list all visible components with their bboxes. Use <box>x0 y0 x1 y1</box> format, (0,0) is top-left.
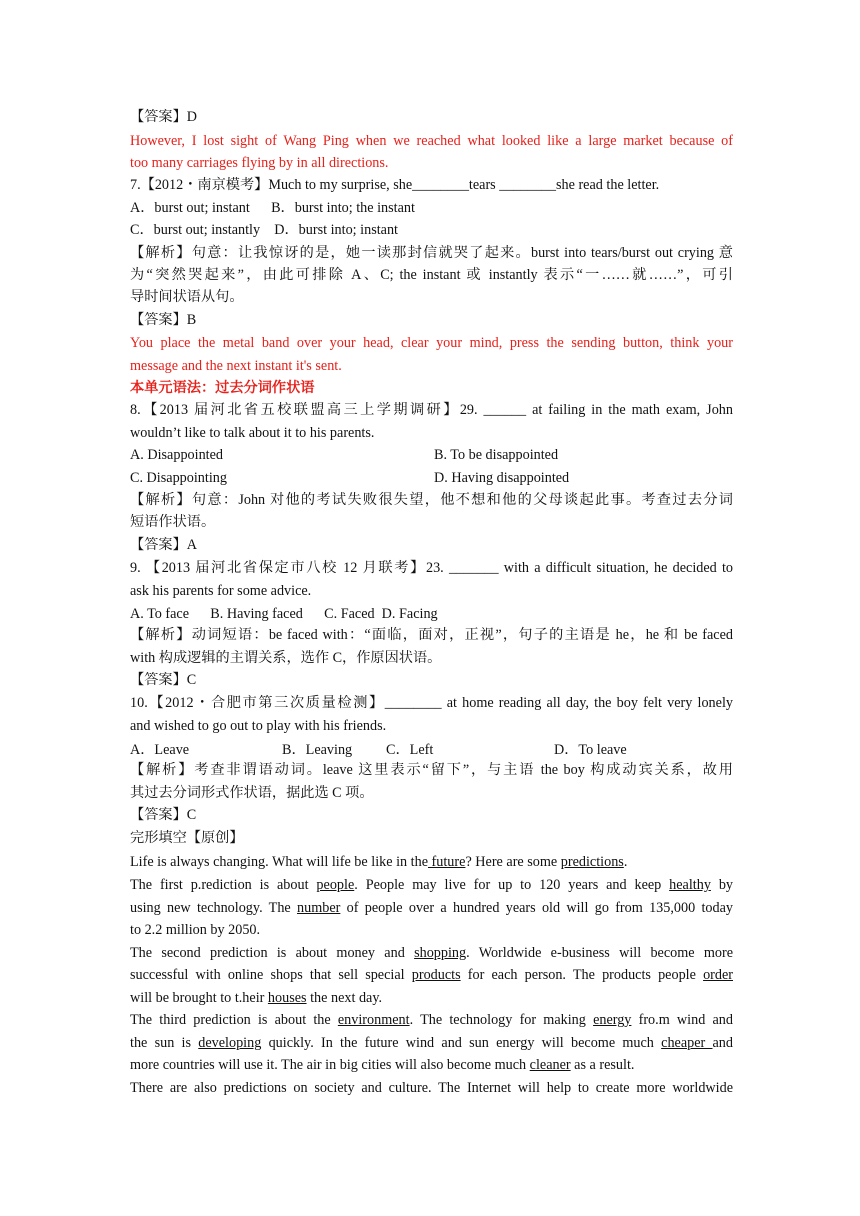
option-10b: B．Leaving <box>282 742 353 758</box>
question-8: 8.【2013 届河北省五校联盟高三上学期调研】29. ______ at failing in the math exam, John <box>130 402 733 418</box>
question-9-cont: ask his parents for some advice. <box>130 583 312 599</box>
passage-line: The first p.rediction is about people. People may live for up to 120 years and keep healthy by <box>130 877 733 893</box>
grammar-heading: 本单元语法：过去分词作状语 <box>130 380 315 396</box>
blank-word: cleaner <box>529 1057 571 1073</box>
blank-word: environment <box>337 1012 410 1028</box>
question-9: 9. 【2013 届河北省保定市八校 12 月联考】23. _______ with a difficult situation, he decided to <box>130 560 733 576</box>
analysis-10: 【解析】考查非谓语动词。leave 这里表示“留下”，与主语 the boy 构成动宾关系，故用 <box>130 762 733 778</box>
blank-word: products <box>411 967 461 983</box>
example-sentence-7-cont: message and the next instant it's sent. <box>130 358 342 374</box>
question-7-options-ab: A．burst out; instant B．burst into; the instant <box>130 200 415 216</box>
answer-label: 【答案】D <box>130 109 197 125</box>
analysis-8-cont: 短语作状语。 <box>130 514 216 530</box>
option-10c: C．Left <box>386 742 434 758</box>
answer-9: 【答案】C <box>130 672 197 688</box>
blank-word: houses <box>267 990 307 1006</box>
blank-word: energy <box>593 1012 632 1028</box>
passage-line: to 2.2 million by 2050. <box>130 922 261 938</box>
blank-word: cheaper <box>661 1035 713 1051</box>
blank-word: order <box>703 967 733 983</box>
example-sentence-7: You place the metal band over your head, clear your mind, press the sending button, think your <box>130 335 733 351</box>
blank-word: shopping <box>414 945 467 961</box>
option-8b: B. To be disappointed <box>434 447 559 463</box>
passage-line: Life is always changing. What will life be like in the future? Here are some predictions. <box>130 854 628 870</box>
analysis-7: 【解析】句意：让我惊讶的是，她一读那封信就哭了起来。burst into tears/burst out crying 意 <box>130 245 733 261</box>
analysis-7-end: 导时间状语从句。 <box>130 289 244 305</box>
analysis-9-cont: with 构成逻辑的主谓关系，选作 C，作原因状语。 <box>130 650 442 666</box>
answer-10: 【答案】C <box>130 807 197 823</box>
blank-word: future <box>428 854 466 870</box>
question-10: 10.【2012・合肥市第三次质量检测】________ at home reading all day, the boy felt very lonely <box>130 695 733 711</box>
answer-8: 【答案】A <box>130 537 197 553</box>
passage-line: There are also predictions on society and culture. The Internet will help to create more worldwide <box>130 1080 733 1096</box>
blank-word: number <box>297 900 341 916</box>
option-8d: D. Having disappointed <box>434 470 570 486</box>
option-8c: C. Disappointing <box>130 470 227 486</box>
question-7: 7.【2012・南京模考】Much to my surprise, she________tears ________she read the letter. <box>130 177 660 193</box>
question-7-options-cd: C．burst out; instantly D．burst into; instant <box>130 222 398 238</box>
blank-word: people <box>316 877 355 893</box>
answer-7: 【答案】B <box>130 312 197 328</box>
blank-word: healthy <box>669 877 711 893</box>
cloze-heading: 完形填空【原创】 <box>130 830 244 846</box>
passage-line: will be brought to t.heir houses the next day. <box>130 990 383 1006</box>
option-10a: A．Leave <box>130 742 190 758</box>
passage-line: more countries will use it. The air in big cities will also become much cleaner as a result. <box>130 1057 635 1073</box>
analysis-8: 【解析】句意：John 对他的考试失败很失望，他不想和他的父母谈起此事。考查过去分词 <box>130 492 733 508</box>
analysis-10-cont: 其过去分词形式作状语，据此选 C 项。 <box>130 785 374 801</box>
blank-word: predictions <box>560 854 624 870</box>
passage-line: the sun is developing quickly. In the future wind and sun energy will become much cheaper and <box>130 1035 733 1051</box>
option-8a: A. Disappointed <box>130 447 223 463</box>
question-9-options: A. To face B. Having faced C. Faced D. Facing <box>130 606 438 622</box>
blank-word: developing <box>198 1035 262 1051</box>
passage-line: The third prediction is about the environment. The technology for making energy fro.m wind and <box>130 1012 733 1028</box>
passage-line: The second prediction is about money and shopping. Worldwide e-business will become more <box>130 945 733 961</box>
analysis-9: 【解析】动词短语：be faced with：“面临，面对，正视”，句子的主语是 he，he 和 be faced <box>130 627 733 643</box>
option-10d: D．To leave <box>554 742 627 758</box>
passage-line: using new technology. The number of people over a hundred years old will go from 135,000 today <box>130 900 733 916</box>
question-8-cont: wouldn’t like to talk about it to his parents. <box>130 425 375 441</box>
analysis-7-cont: 为“突然哭起来”，由此可排除 A、C; the instant 或 instantly 表示“一……就……”，可引 <box>130 267 733 283</box>
question-10-cont: and wished to go out to play with his friends. <box>130 718 387 734</box>
passage-line: successful with online shops that sell special products for each person. The products people order <box>130 967 733 983</box>
example-sentence-cont: too many carriages flying by in all directions. <box>130 155 389 171</box>
example-sentence: However, I lost sight of Wang Ping when we reached what looked like a large market because of <box>130 133 733 149</box>
